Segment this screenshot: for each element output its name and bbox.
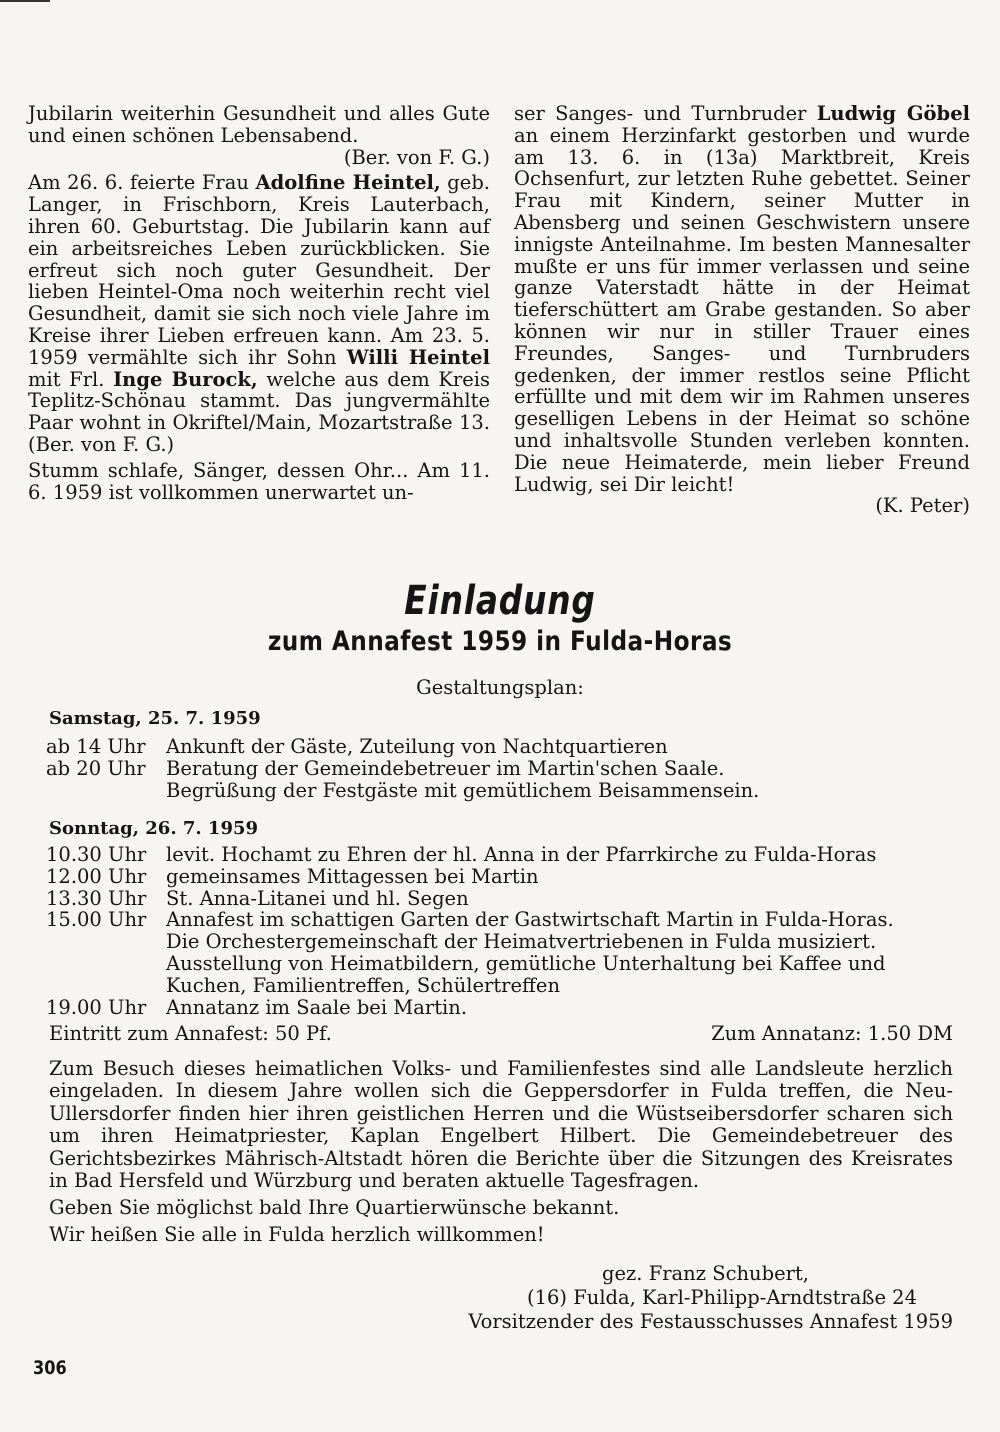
schedule-time: 10.30 Uhr [46, 843, 147, 866]
invitation-paragraph-3: Wir heißen Sie alle in Fulda herzlich willkommen! [49, 1223, 545, 1246]
fee-annatanz: Zum Annatanz: 1.50 DM [711, 1022, 953, 1045]
right-credit: (K. Peter) [875, 494, 970, 518]
schedule-desc: Annatanz im Saale bei Martin. [166, 995, 468, 1019]
schedule-time [46, 975, 166, 997]
invitation-paragraph-1: Zum Besuch dieses heimatlichen Volks- und Familienfestes sind alle Landsleute herzlich eingeladen. In diesem Jahre wollen sich die Geppersdorfer in Fulda treffen, die Neu-Ullersdorfer finden hier ihren geistlichen Herren und die Wüstseibersdorfer scharen sich um ihren Heimatpriester, Kaplan Engelbert Hilbert. Die Gemeindebetreuer des Gerichtsbezirkes Mährisch-Altstadt hören die Berichte über die Sitzungen des Kreisrates in Bad Hersfeld und Würzburg und beraten aktuelle Tagesfragen. [49, 1057, 953, 1193]
left-paragraph-3: Stumm schlafe, Sänger, dessen Ohr... Am 11. 6. 1959 ist vollkommen unerwartet un- [28, 458, 490, 504]
schedule-time: ab 20 Uhr [46, 756, 146, 780]
left-column [28, 103, 490, 503]
schedule-desc: Die Orchestergemeinschaft der Heimatvertriebenen in Fulda musiziert. [166, 930, 877, 954]
left-paragraph-2 [28, 172, 490, 455]
signature-line-1: gez. Franz Schubert, [602, 1262, 809, 1285]
right-p1-text-a: ser Sanges- und Turnbruder [514, 102, 817, 125]
invitation-title: Einladung [404, 578, 596, 624]
invitation-paragraph-2: Geben Sie möglichst bald Ihre Quartierwünsche bekannt. [49, 1196, 620, 1219]
left-p2-text-d: welche aus dem Kreis Teplitz-Schönau stammt. Das jungvermählte Paar wohnt in Okriftel/Main, Mozartstraße 13. (Ber. von F. G.) [28, 367, 490, 456]
invitation-body-3 [49, 1224, 953, 1246]
schedule-desc: Beratung der Gemeindebetreuer im Martin'schen Saale. [166, 756, 725, 780]
saturday-schedule [46, 736, 966, 801]
signature-line-2: (16) Fulda, Karl-Philipp-Arndtstraße 24 [527, 1286, 917, 1309]
name-ludwig-goebel: Ludwig Göbel [816, 102, 971, 125]
schedule-time: 13.30 Uhr [46, 886, 147, 910]
schedule-time [46, 953, 166, 975]
sunday-schedule [46, 844, 966, 1018]
schedule-row [46, 866, 966, 888]
right-p1-text-b: an einem Herzinfarkt gestorben und wurde am 13. 6. in (13a) Marktbreit, Kreis Ochsenfurt, zur letzten Ruhe gebettet. Seiner Frau mit Kindern, seiner Mutter in Abensberg und seinen Geschwistern unsere innigste Anteilnahme. Im besten Mannesalter mußte er uns für immer verlassen und seine ganze Vaterstadt hätte in der Heimat tieferschüttert am Grabe gestanden. So aber können wir nur in stiller Trauer eines Freundes, Sanges- und Turnbruders gedenken, der immer restlos seine Pflicht erfüllte und mit dem wir im Rahmen unseres geselligen Lebens in der Heimat so schöne und inhaltsvolle Stunden verleben konnten. Die neue Heimaterde, mein lieber Freund Ludwig, sei Dir leicht! [514, 123, 970, 496]
sunday-heading: Sonntag, 26. 7. 1959 [49, 818, 259, 839]
schedule-desc: gemeinsames Mittagessen bei Martin [166, 864, 539, 888]
schedule-row [46, 780, 966, 802]
left-paragraph-1 [28, 103, 490, 168]
schedule-row [46, 758, 966, 780]
schedule-row [46, 997, 966, 1019]
schedule-row [46, 736, 966, 758]
schedule-desc: Ausstellung von Heimatbildern, gemütliche Unterhaltung bei Kaffee und [166, 951, 886, 975]
schedule-time: 19.00 Uhr [46, 995, 147, 1019]
invitation-body-2 [49, 1197, 953, 1219]
saturday-heading: Samstag, 25. 7. 1959 [49, 708, 261, 729]
left-p2-text-c: mit Frl. [28, 367, 114, 391]
invitation-subtitle: zum Annafest 1959 in Fulda-Horas [267, 626, 733, 657]
right-column [514, 103, 970, 517]
name-inge-burock: Inge Burock, [113, 367, 258, 391]
schedule-row [46, 931, 966, 953]
fees [49, 1022, 953, 1045]
right-paragraph-1 [514, 103, 970, 495]
schedule-desc: levit. Hochamt zu Ehren der hl. Anna in der Pfarrkirche zu Fulda-Horas [166, 843, 877, 866]
schedule-row [46, 888, 966, 910]
signature-block [468, 1262, 953, 1334]
schedule-desc: Ankunft der Gäste, Zuteilung von Nachtquartieren [166, 735, 668, 758]
schedule-desc: Kuchen, Familientreffen, Schülertreffen [166, 973, 560, 997]
schedule-row [46, 909, 966, 931]
left-p1-credit: (Ber. von F. G.) [343, 145, 490, 169]
schedule-time [46, 780, 166, 802]
fee-annafest: Eintritt zum Annafest: 50 Pf. [49, 1022, 332, 1045]
schedule-row [46, 953, 966, 975]
schedule-desc: Begrüßung der Festgäste mit gemütlichem Beisammensein. [166, 778, 760, 802]
schedule-desc: St. Anna-Litanei und hl. Segen [166, 886, 469, 910]
name-adolfine-heintel: Adolfine Heintel, [255, 171, 441, 195]
schedule-row [46, 975, 966, 997]
page-number: 306 [32, 1357, 67, 1379]
schedule-time [46, 931, 166, 953]
left-p1-text: Jubilarin weiterhin Gesundheit und alles Gute und einen schönen Lebensabend. [28, 102, 490, 147]
name-willi-heintel: Willi Heintel [346, 345, 491, 369]
schedule-time: 12.00 Uhr [46, 864, 147, 888]
left-p2-text-b: geb. Langer, in Frischborn, Kreis Lauterbach, ihren 60. Geburtstag. Die Jubilarin kann auf ein arbeitsreiches Leben zurückblicken. Sie erfreut sich noch guter Gesundheit. Der lieben Heintel-Oma noch weiterhin recht viel Gesundheit, damit sie sich noch viele Jahre im Kreise ihrer Lieben erfreuen kann. Am 23. 5. 1959 vermählte sich ihr Sohn [28, 171, 491, 369]
schedule-time: 15.00 Uhr [46, 908, 147, 932]
top-rule [0, 0, 50, 2]
invitation-body [49, 1058, 953, 1192]
plan-label: Gestaltungsplan: [416, 676, 584, 699]
schedule-time: ab 14 Uhr [46, 735, 146, 758]
schedule-row [46, 844, 966, 866]
schedule-desc: Annafest im schattigen Garten der Gastwirtschaft Martin in Fulda-Horas. [166, 908, 894, 932]
signature-line-3: Vorsitzender des Festausschusses Annafest 1959 [468, 1310, 953, 1333]
left-p2-text-a: Am 26. 6. feierte Frau [28, 171, 256, 195]
